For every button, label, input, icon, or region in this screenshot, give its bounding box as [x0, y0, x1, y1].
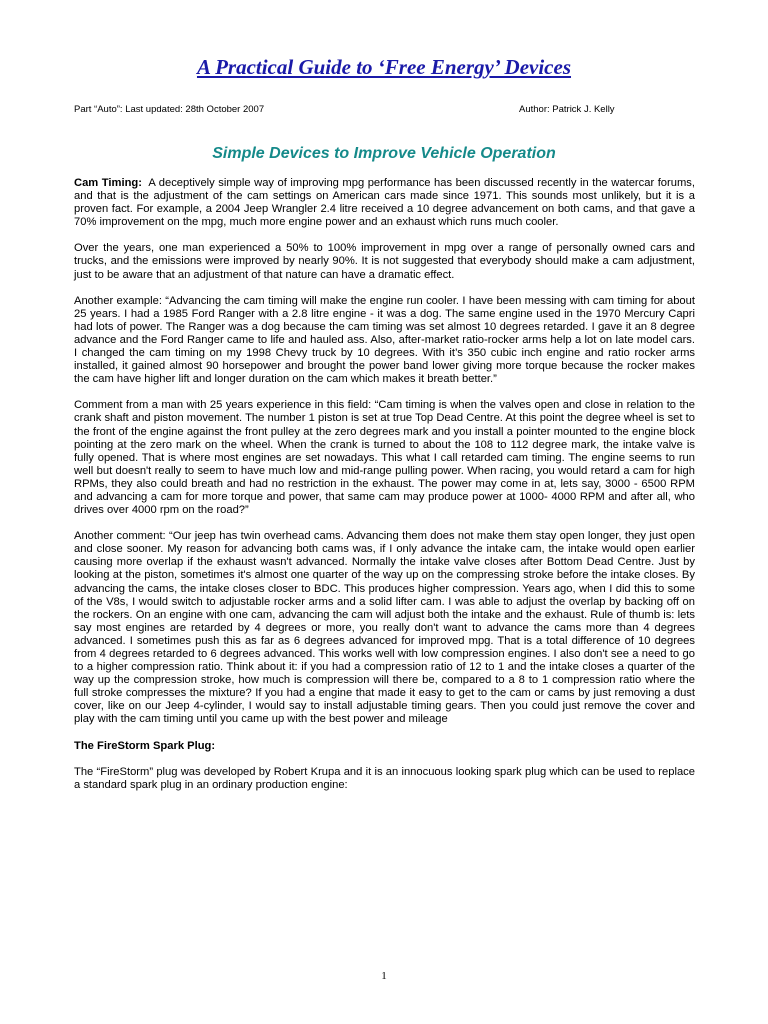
- paragraph-cam-timing-2: Over the years, one man experienced a 50% to 100% improvement in mpg over a range of personally owned cars and trucks, and the emissions were improved by nearly 90%. It is not suggested that everybody should make a cam adjustment, just to be aware that an adjustment of that nature can have a dramatic effect.: [74, 242, 695, 281]
- paragraph-cam-timing-5: Another comment: “Our jeep has twin overhead cams. Advancing them does not make them stay open longer, they just open and close sooner. My reason for advancing both cams was, if I only advance the intake cam, the intake would open earlier causing more overlap if the exhaust wasn't advanced. Normally the intake valve closes after Bottom Dead Centre. Just by looking at the piston, sometimes it's almost one quarter of the way up on the compressing stroke before the intake closes. By advancing the cams, the intake closes closer to BDC. This produces higher compression. Years ago, when I did this to some of the V8s, I would switch to adjustable rocker arms and a solid lifter cam. I was able to adjust the overlap by backing off on the rockers. On an engine with one cam, advancing the cam will adjust both the intake and the exhaust. Rule of thumb is: lets say most engines are retarded by 4 degrees or more, you really don't want to advance the cams more than 4 degrees advanced. I sometimes push this as far as 6 degrees advanced for improved mpg. That is a total difference of 10 degrees from 4 degrees retarded to 6 degrees advanced. This works well with low compression engines. I also don't see a need to go to a higher compression ratio. Think about it: if you had a compression ratio of 12 to 1 and the intake closes a quarter of the way up the compression stroke, how much is compression will there be, compared to a 8 to 1 compression ratio where the full stroke compresses the mixture? If you had a engine that made it easy to get to the cam or cams by just removing a dust cover, like on our Jeep 4-cylinder, I would say to install adjustable timing gears. Then you could just remove the cover and play with the cam timing until you came up with the best power and mileage: [74, 530, 695, 726]
- cam-timing-label: Cam Timing:: [74, 177, 142, 189]
- firestorm-heading: The FireStorm Spark Plug:: [74, 739, 216, 752]
- paragraph-cam-timing-1: [74, 177, 695, 229]
- paragraph-cam-timing-3: Another example: “Advancing the cam timing will make the engine run cooler. I have been messing with cam timing for about 25 years. I had a 1985 Ford Ranger with a 2.8 litre engine - it was a dog. The same engine used in the 1970 Mercury Capri had lots of power. The Ranger was a dog because the cam timing was set almost 10 degrees retarded. I gave it an 8 degree advance and the Ford Ranger came to life and hauled ass. Also, after-market ratio-rocker arms help a lot on late model cars. I changed the cam timing on my 1998 Chevy truck by 10 degrees. With it’s 350 cubic inch engine and ratio rocker arms installed, it gained almost 90 horsepower and brought the power band lower giving more torque because the rocker makes the cam have higher lift and longer duration on the cam which makes it breath better.”: [74, 294, 695, 386]
- page-number: 1: [381, 970, 387, 982]
- paragraph-firestorm-1: The “FireStorm” plug was developed by Robert Krupa and it is an innocuous looking spark plug which can be used to replace a standard spark plug in an ordinary production engine:: [74, 765, 695, 791]
- part-updated-line: Part “Auto”: Last updated: 28th October 2007: [74, 104, 265, 115]
- section-title: Simple Devices to Improve Vehicle Operation: [212, 145, 556, 162]
- paragraph-cam-timing-4: Comment from a man with 25 years experience in this field: “Cam timing is when the valves open and close in relation to the crank shaft and piston movement. The number 1 piston is set at true Top Dead Centre. At this point the degree wheel is set to the front of the engine against the front pulley at the zero degrees mark and you install a pointer mounted to the engine block pointing at the zero mark on the wheel. When the crank is turned to about the 108 to 112 degree mark, the intake valve is fully opened. That is where most engines are set nowadays. This what I call retarded cam timing. The engine seems to run well but doesn't really to seem to have much low and mid-range pulling power. When racing, you would retard a cam for high RPMs, they also could breath and had no restriction in the exhaust. The power may come in at, lets say, 3000 - 6500 RPM and advancing a cam for more torque and power, that same cam may produce power at 1000- 4000 RPM and after all, who drives over 4000 rpm on the road?”: [74, 399, 695, 517]
- document-title: A Practical Guide to ‘Free Energy’ Devices: [196, 55, 572, 79]
- document-body: [74, 177, 695, 805]
- author-line: Author: Patrick J. Kelly: [519, 104, 615, 115]
- paragraph-text: A deceptively simple way of improving mpg performance has been discussed recently in the watercar forums, and that is the adjustment of the cam settings on American cars made since 1971. This sounds most unlikely, but it is a proven fact. For example, a 2004 Jeep Wrangler 2.4 litre received a 10 degree advancement on both cams, and that gave a 70% improvement on the mpg, much more engine power and an exhaust which runs much cooler.: [74, 177, 696, 229]
